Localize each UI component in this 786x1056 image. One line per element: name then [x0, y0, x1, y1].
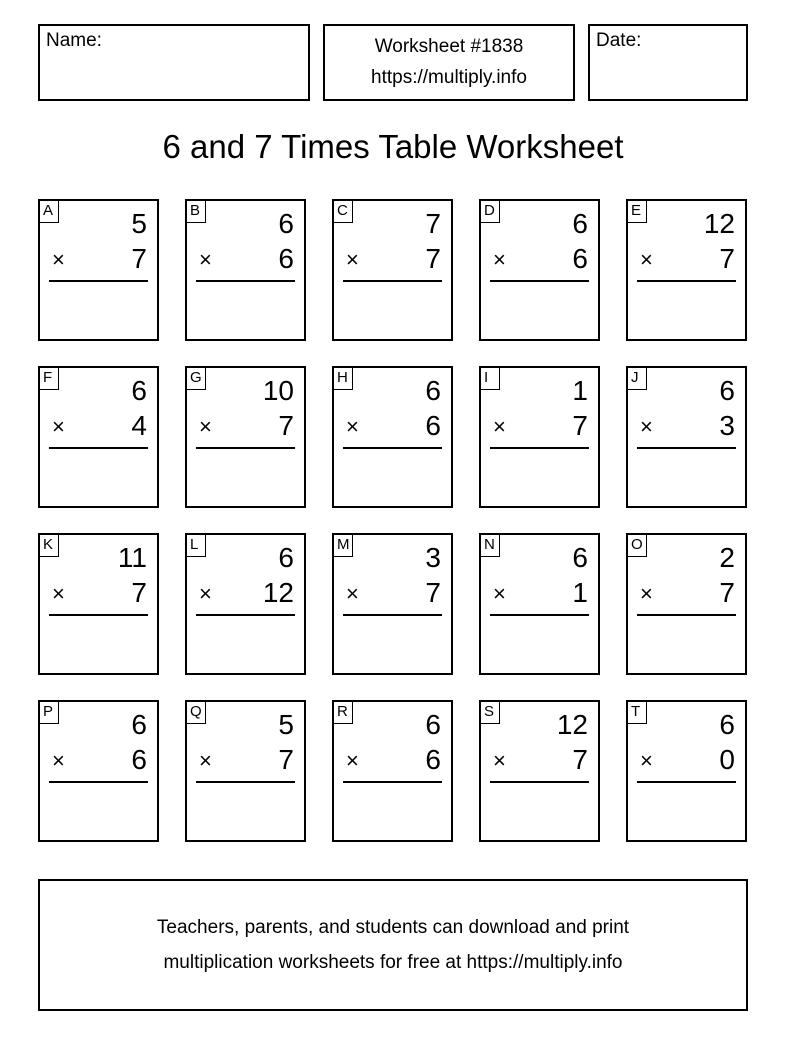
- answer-line: [490, 614, 589, 616]
- problem-card: [38, 366, 159, 508]
- answer-area[interactable]: [628, 784, 745, 840]
- answer-line: [637, 447, 736, 449]
- multiply-sign: ×: [640, 748, 653, 773]
- answer-area[interactable]: [40, 450, 157, 506]
- answer-area[interactable]: [334, 450, 451, 506]
- multiply-sign: ×: [346, 748, 359, 773]
- footer-line-2: multiplication worksheets for free at https://multiply.info: [163, 952, 623, 973]
- multiply-sign: ×: [346, 414, 359, 439]
- problem-bottom-number: 7: [425, 577, 441, 608]
- answer-line: [196, 280, 295, 282]
- answer-area[interactable]: [40, 283, 157, 339]
- multiply-sign: ×: [52, 414, 65, 439]
- answer-area[interactable]: [187, 617, 304, 673]
- problem-letter: L: [187, 535, 206, 557]
- problem-top-number: 1: [572, 375, 588, 406]
- multiply-sign: ×: [640, 247, 653, 272]
- problem-top-number: 6: [719, 709, 735, 740]
- problem-letter: O: [628, 535, 647, 557]
- answer-line: [196, 781, 295, 783]
- problem-top-number: 5: [131, 208, 147, 239]
- multiply-sign: ×: [199, 414, 212, 439]
- answer-line: [196, 614, 295, 616]
- date-box: [588, 24, 748, 101]
- problem-letter: T: [628, 702, 647, 724]
- problem-letter: M: [334, 535, 353, 557]
- answer-area[interactable]: [40, 617, 157, 673]
- answer-line: [490, 447, 589, 449]
- problem-letter: I: [481, 368, 500, 390]
- problem-top-number: 7: [425, 208, 441, 239]
- answer-area[interactable]: [481, 617, 598, 673]
- answer-area[interactable]: [628, 450, 745, 506]
- answer-area[interactable]: [334, 617, 451, 673]
- multiply-sign: ×: [52, 581, 65, 606]
- answer-area[interactable]: [628, 617, 745, 673]
- problem-bottom-number: 7: [131, 577, 147, 608]
- problem-bottom-number: 6: [425, 744, 441, 775]
- answer-area[interactable]: [628, 283, 745, 339]
- answer-line: [49, 280, 148, 282]
- worksheet-number: Worksheet #1838: [374, 36, 524, 57]
- problem-letter: P: [40, 702, 59, 724]
- problem-card: [626, 199, 747, 341]
- problem-letter: A: [40, 201, 59, 223]
- problem-card: [185, 700, 306, 842]
- problem-bottom-number: 7: [572, 410, 588, 441]
- problem-bottom-number: 7: [719, 577, 735, 608]
- problem-bottom-number: 6: [278, 243, 294, 274]
- multiply-sign: ×: [52, 748, 65, 773]
- problem-card: [479, 700, 600, 842]
- answer-line: [637, 614, 736, 616]
- problem-top-number: 5: [278, 709, 294, 740]
- problem-card: [479, 533, 600, 675]
- answer-line: [343, 781, 442, 783]
- problem-card: [332, 700, 453, 842]
- problem-letter: Q: [187, 702, 206, 724]
- answer-area[interactable]: [187, 283, 304, 339]
- problem-card: [479, 366, 600, 508]
- problem-grid: [38, 199, 749, 842]
- problem-letter: G: [187, 368, 206, 390]
- multiply-sign: ×: [493, 414, 506, 439]
- problem-top-number: 6: [278, 208, 294, 239]
- problem-bottom-number: 6: [572, 243, 588, 274]
- multiply-sign: ×: [640, 581, 653, 606]
- problem-letter: R: [334, 702, 353, 724]
- problem-bottom-number: 12: [262, 577, 294, 608]
- answer-line: [637, 781, 736, 783]
- problem-bottom-number: 3: [719, 410, 735, 441]
- answer-line: [490, 781, 589, 783]
- name-label: Name:: [46, 30, 102, 51]
- answer-line: [49, 614, 148, 616]
- multiply-sign: ×: [199, 748, 212, 773]
- problem-bottom-number: 1: [572, 577, 588, 608]
- problem-bottom-number: 4: [131, 410, 147, 441]
- multiply-sign: ×: [640, 414, 653, 439]
- problem-top-number: 6: [572, 208, 588, 239]
- problem-bottom-number: 7: [425, 243, 441, 274]
- problem-top-number: 2: [719, 542, 735, 573]
- problem-letter: C: [334, 201, 353, 223]
- answer-area[interactable]: [187, 784, 304, 840]
- problem-bottom-number: 6: [425, 410, 441, 441]
- problem-top-number: 12: [556, 709, 588, 740]
- problem-bottom-number: 7: [131, 243, 147, 274]
- problem-letter: E: [628, 201, 647, 223]
- problem-card: [626, 533, 747, 675]
- problem-letter: S: [481, 702, 500, 724]
- problem-card: [38, 700, 159, 842]
- answer-line: [637, 280, 736, 282]
- multiply-sign: ×: [493, 247, 506, 272]
- answer-line: [196, 447, 295, 449]
- problem-letter: K: [40, 535, 59, 557]
- problem-bottom-number: 7: [572, 744, 588, 775]
- problem-top-number: 6: [425, 709, 441, 740]
- multiply-sign: ×: [346, 581, 359, 606]
- footer-line-1: Teachers, parents, and students can download and print: [156, 917, 630, 938]
- problem-card: [332, 366, 453, 508]
- answer-line: [49, 447, 148, 449]
- answer-area[interactable]: [334, 784, 451, 840]
- problem-top-number: 6: [572, 542, 588, 573]
- multiply-sign: ×: [346, 247, 359, 272]
- answer-area[interactable]: [40, 784, 157, 840]
- problem-top-number: 6: [131, 709, 147, 740]
- name-box: [38, 24, 310, 101]
- answer-line: [343, 614, 442, 616]
- problem-top-number: 6: [719, 375, 735, 406]
- answer-area[interactable]: [334, 283, 451, 339]
- multiply-sign: ×: [493, 581, 506, 606]
- problem-card: [185, 199, 306, 341]
- problem-letter: D: [481, 201, 500, 223]
- problem-card: [185, 533, 306, 675]
- answer-line: [49, 781, 148, 783]
- problem-top-number: 6: [278, 542, 294, 573]
- problem-card: [185, 366, 306, 508]
- answer-line: [343, 447, 442, 449]
- worksheet-title: 6 and 7 Times Table Worksheet: [162, 128, 624, 165]
- problem-card: [479, 199, 600, 341]
- problem-top-number: 10: [262, 375, 294, 406]
- problem-letter: B: [187, 201, 206, 223]
- problem-top-number: 12: [703, 208, 735, 239]
- problem-letter: J: [628, 368, 647, 390]
- problem-top-number: 11: [117, 542, 147, 573]
- answer-area[interactable]: [481, 784, 598, 840]
- answer-area[interactable]: [481, 450, 598, 506]
- problem-letter: H: [334, 368, 353, 390]
- answer-line: [490, 280, 589, 282]
- answer-area[interactable]: [187, 450, 304, 506]
- multiply-sign: ×: [199, 581, 212, 606]
- problem-bottom-number: 6: [131, 744, 147, 775]
- problem-top-number: 6: [425, 375, 441, 406]
- multiply-sign: ×: [199, 247, 212, 272]
- multiply-sign: ×: [52, 247, 65, 272]
- problem-top-number: 3: [425, 542, 441, 573]
- problem-letter: N: [481, 535, 500, 557]
- problem-card: [38, 533, 159, 675]
- problem-bottom-number: 7: [278, 410, 294, 441]
- answer-area[interactable]: [481, 283, 598, 339]
- problem-bottom-number: 0: [719, 744, 735, 775]
- worksheet-url: https://multiply.info: [371, 67, 527, 88]
- problem-card: [38, 199, 159, 341]
- problem-bottom-number: 7: [719, 243, 735, 274]
- answer-line: [343, 280, 442, 282]
- multiply-sign: ×: [493, 748, 506, 773]
- footer-box: [38, 879, 748, 1011]
- problem-card: [332, 533, 453, 675]
- problem-top-number: 6: [131, 375, 147, 406]
- problem-card: [332, 199, 453, 341]
- date-label: Date:: [596, 30, 642, 51]
- problem-card: [626, 700, 747, 842]
- problem-card: [626, 366, 747, 508]
- worksheet-info-box: [323, 24, 575, 101]
- problem-letter: F: [40, 368, 59, 390]
- problem-bottom-number: 7: [278, 744, 294, 775]
